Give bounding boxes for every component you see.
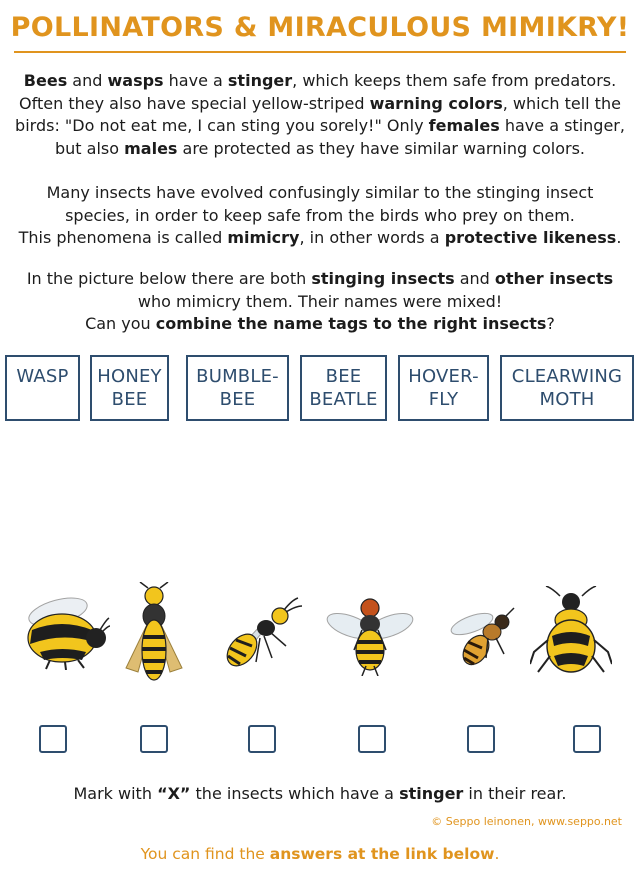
- intro-paragraph-task: [10, 268, 630, 336]
- stinger-checkbox-bumblebee[interactable]: [39, 725, 67, 753]
- paragraph-text: are protected as they have similar warning colors.: [177, 138, 586, 158]
- instruction-text: in their rear.: [463, 784, 567, 803]
- copyright-credit: © Seppo leinonen, www.seppo.net: [431, 815, 622, 828]
- name-tag-line: WASP: [16, 366, 69, 387]
- footer-text: .: [494, 845, 500, 863]
- intro-paragraph-stinger: [10, 70, 630, 160]
- answers-footer: [0, 845, 640, 863]
- paragraph-text: birds: "Do not eat me, I can sting you sorely!" Only: [15, 116, 429, 135]
- name-tag-line: HOVER-: [408, 366, 479, 387]
- bee-beetle-icon: [530, 586, 612, 678]
- name-tag-line: BEE: [219, 389, 256, 410]
- stinger-checkbox-hornet-clearwing[interactable]: [140, 725, 168, 753]
- paragraph-text: who mimicry them. Their names were mixed!: [137, 291, 503, 311]
- paragraph-text: and: [67, 71, 108, 90]
- emphasis-term: stinging insects: [311, 269, 455, 288]
- hornet-clearwing-icon: [118, 582, 190, 690]
- emphasis-term: combine the name tags to the right insects: [155, 314, 547, 333]
- paragraph-text: but also: [54, 138, 125, 158]
- name-tag-line: BEE: [325, 366, 362, 387]
- name-tag-line: CLEARWING: [511, 366, 623, 387]
- footer-text: You can find the: [140, 845, 270, 863]
- paragraph-text: Many insects have evolved confusingly similar to the stinging insect: [46, 183, 594, 202]
- name-tag-bumblebee[interactable]: [186, 355, 289, 421]
- emphasis-term: Bees: [23, 71, 68, 90]
- intro-paragraph-mimicry: [10, 182, 630, 250]
- stinger-checkbox-wasp[interactable]: [248, 725, 276, 753]
- paragraph-text: have a stinger,: [499, 116, 625, 135]
- honeybee-icon: [448, 606, 516, 670]
- stinger-checkbox-hoverfly[interactable]: [358, 725, 386, 753]
- emphasis-term: males: [124, 138, 178, 158]
- name-tag-line: BEE: [111, 389, 148, 410]
- bumblebee-icon: [10, 590, 110, 670]
- name-tag-line: HONEY: [97, 366, 162, 387]
- instruction-stinger: stinger: [399, 784, 464, 803]
- stinger-instruction: [0, 784, 640, 803]
- name-tag-wasp[interactable]: [5, 355, 80, 421]
- emphasis-term: warning colors: [369, 93, 503, 113]
- footer-answers-link-text: answers at the link below: [269, 845, 495, 863]
- name-tag-line: BEATLE: [309, 389, 378, 410]
- instruction-mark: “X”: [157, 784, 191, 803]
- paragraph-text: have a: [163, 71, 228, 90]
- name-tag-bee-beetle[interactable]: [300, 355, 387, 421]
- emphasis-term: stinger: [227, 71, 293, 90]
- paragraph-text: , which keeps them safe from predators.: [292, 71, 617, 90]
- emphasis-term: wasps: [107, 71, 164, 90]
- emphasis-term: other insects: [494, 269, 614, 288]
- page-title: POLLINATORS & MIRACULOUS MIMIKRY!: [10, 12, 630, 43]
- stinger-checkbox-honeybee[interactable]: [467, 725, 495, 753]
- instruction-text: Mark with: [73, 784, 158, 803]
- title-underline: [14, 51, 626, 53]
- paragraph-text: and: [454, 269, 495, 288]
- hoverfly-icon: [326, 596, 414, 676]
- paragraph-text: Can you: [85, 314, 156, 333]
- emphasis-term: protective likeness: [444, 228, 617, 247]
- paragraph-text: species, in order to keep safe from the birds who prey on them.: [65, 205, 575, 225]
- name-tag-clearwing-moth[interactable]: [500, 355, 634, 421]
- name-tag-honey-bee[interactable]: [90, 355, 169, 421]
- emphasis-term: mimicry: [227, 228, 300, 247]
- paragraph-text: , in other words a: [299, 228, 445, 247]
- paragraph-text: Often they also have special yellow-striped: [19, 93, 370, 113]
- emphasis-term: females: [428, 116, 500, 135]
- wasp-icon: [212, 596, 302, 674]
- stinger-checkbox-bee-beetle[interactable]: [573, 725, 601, 753]
- paragraph-text: .: [616, 228, 622, 247]
- paragraph-text: , which tell the: [502, 93, 621, 113]
- paragraph-text: ?: [546, 314, 555, 333]
- paragraph-text: In the picture below there are both: [26, 269, 312, 288]
- name-tag-line: MOTH: [539, 389, 595, 410]
- instruction-text: the insects which have a: [190, 784, 400, 803]
- paragraph-text: This phenomena is called: [18, 228, 228, 247]
- name-tag-line: FLY: [428, 389, 459, 410]
- name-tag-line: BUMBLE-: [196, 366, 279, 387]
- name-tag-hoverfly[interactable]: [398, 355, 489, 421]
